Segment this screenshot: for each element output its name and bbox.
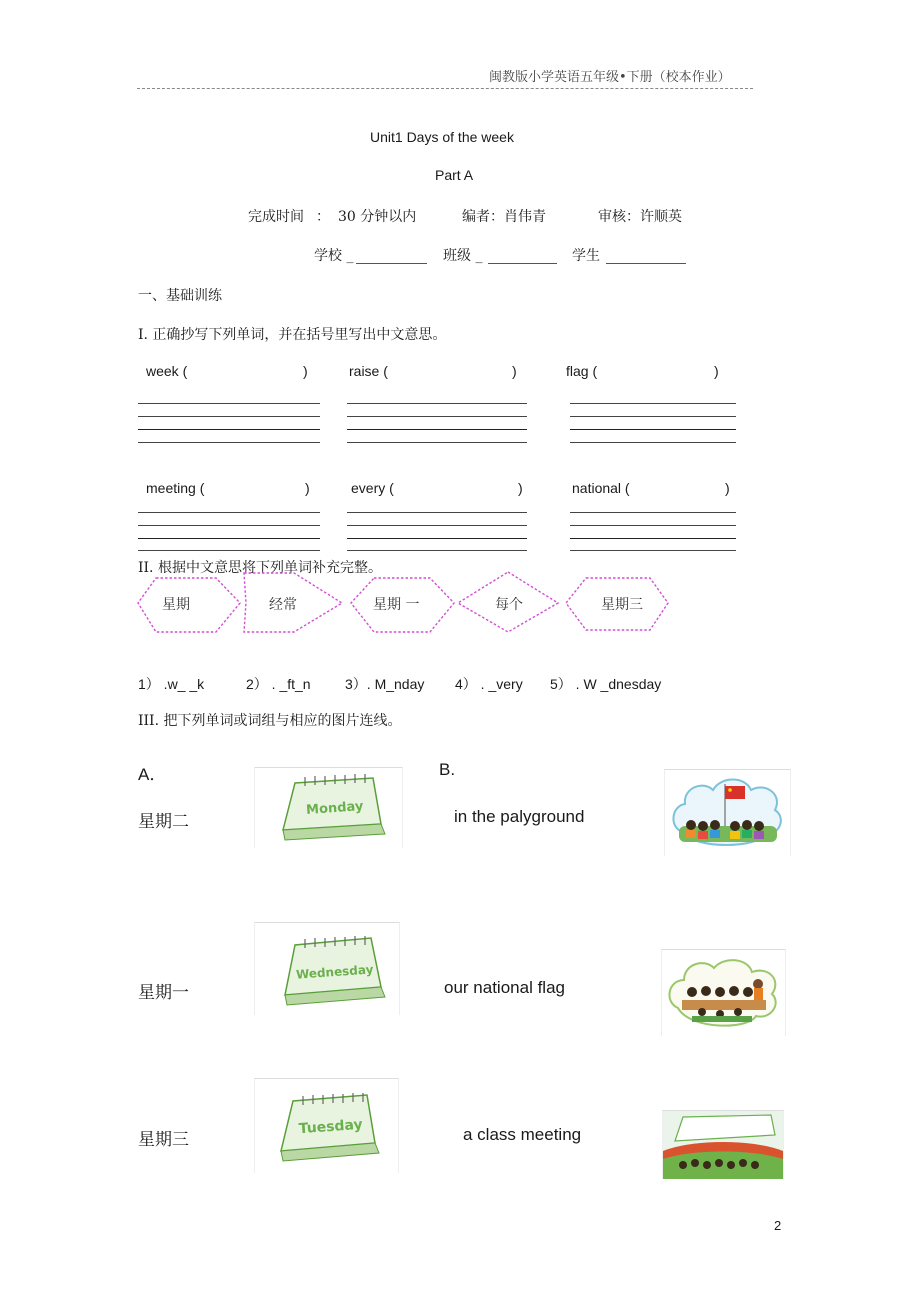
close-paren: ) xyxy=(518,480,523,496)
close-paren: ) xyxy=(714,363,719,379)
word-raise: raise ( xyxy=(349,363,388,379)
school-field[interactable] xyxy=(356,263,427,264)
word-flag: flag ( xyxy=(566,363,598,379)
match-phrase[interactable]: a class meeting xyxy=(463,1125,582,1144)
class-meeting-picture[interactable] xyxy=(661,949,786,1036)
column-a-label: A． xyxy=(138,765,167,784)
student-field[interactable] xyxy=(606,263,686,264)
fill-item: 3）. M_nday xyxy=(345,676,425,692)
close-paren: ) xyxy=(305,480,310,496)
calendar-picture[interactable] xyxy=(254,1078,399,1173)
header-rule xyxy=(137,88,753,89)
time-separator: ： xyxy=(316,209,330,225)
calendar-label: Tuesday xyxy=(298,1116,364,1138)
close-paren: ) xyxy=(725,480,730,496)
close-paren: ) xyxy=(512,363,517,379)
word-national: national ( xyxy=(572,480,630,496)
calendar-label: Monday xyxy=(305,799,364,818)
class-label: 班级 _ xyxy=(443,248,483,264)
reviewer: 审核：许顺英 xyxy=(598,209,682,225)
shape-label: 经常 xyxy=(269,597,297,613)
time-value: 30 分钟以内 xyxy=(338,209,417,225)
word-every: every ( xyxy=(351,480,394,496)
word-meeting: meeting ( xyxy=(146,480,205,496)
editor: 编者：肖伟青 xyxy=(462,209,546,225)
calendar-label: Wednesday xyxy=(295,962,374,982)
time-label: 完成时间 xyxy=(248,209,304,225)
class-field[interactable] xyxy=(488,263,557,264)
column-b-label: B. xyxy=(439,760,456,779)
shape-label: 星期 xyxy=(162,597,190,613)
school-label: 学校 _ xyxy=(314,248,354,264)
match-phrase[interactable]: our national flag xyxy=(444,978,565,997)
part2-title: II. 根据中文意思将下列单词补充完整。 xyxy=(138,560,382,576)
calendar-picture[interactable] xyxy=(254,922,400,1015)
fill-item: 4） . _very xyxy=(455,676,523,692)
close-paren: ) xyxy=(303,363,308,379)
fill-item: 2） . _ft_n xyxy=(246,676,311,692)
match-left-item[interactable]: 星期一 xyxy=(138,983,189,1003)
running-header: 闽教版小学英语五年级•下册（校本作业） xyxy=(489,70,731,85)
calendar-picture[interactable] xyxy=(254,767,403,848)
match-phrase[interactable]: in the palyground xyxy=(454,807,585,826)
shape-label: 星期三 xyxy=(601,597,643,613)
flag-raising-picture[interactable] xyxy=(664,769,791,856)
match-left-item[interactable]: 星期二 xyxy=(138,812,189,832)
match-left-item[interactable]: 星期三 xyxy=(138,1130,189,1150)
page-subtitle: Part A xyxy=(435,167,474,183)
shape-label: 每个 xyxy=(495,597,523,613)
fill-item: 5） . W _dnesday xyxy=(550,676,662,692)
shape-label: 星期 一 xyxy=(373,597,420,613)
section-title: 一、基础训练 xyxy=(138,288,222,304)
part3-title: III. 把下列单词或词组与相应的图片连线。 xyxy=(138,713,402,729)
playground-picture[interactable] xyxy=(662,1110,784,1179)
student-label: 学生 xyxy=(572,248,600,264)
page-title: Unit1 Days of the week xyxy=(370,129,514,145)
page-number: 2 xyxy=(774,1218,782,1233)
word-week: week ( xyxy=(146,363,188,379)
fill-item: 1） .w_ _k xyxy=(138,676,205,692)
part1-title: I. 正确抄写下列单词，并在括号里写出中文意思。 xyxy=(138,327,447,343)
